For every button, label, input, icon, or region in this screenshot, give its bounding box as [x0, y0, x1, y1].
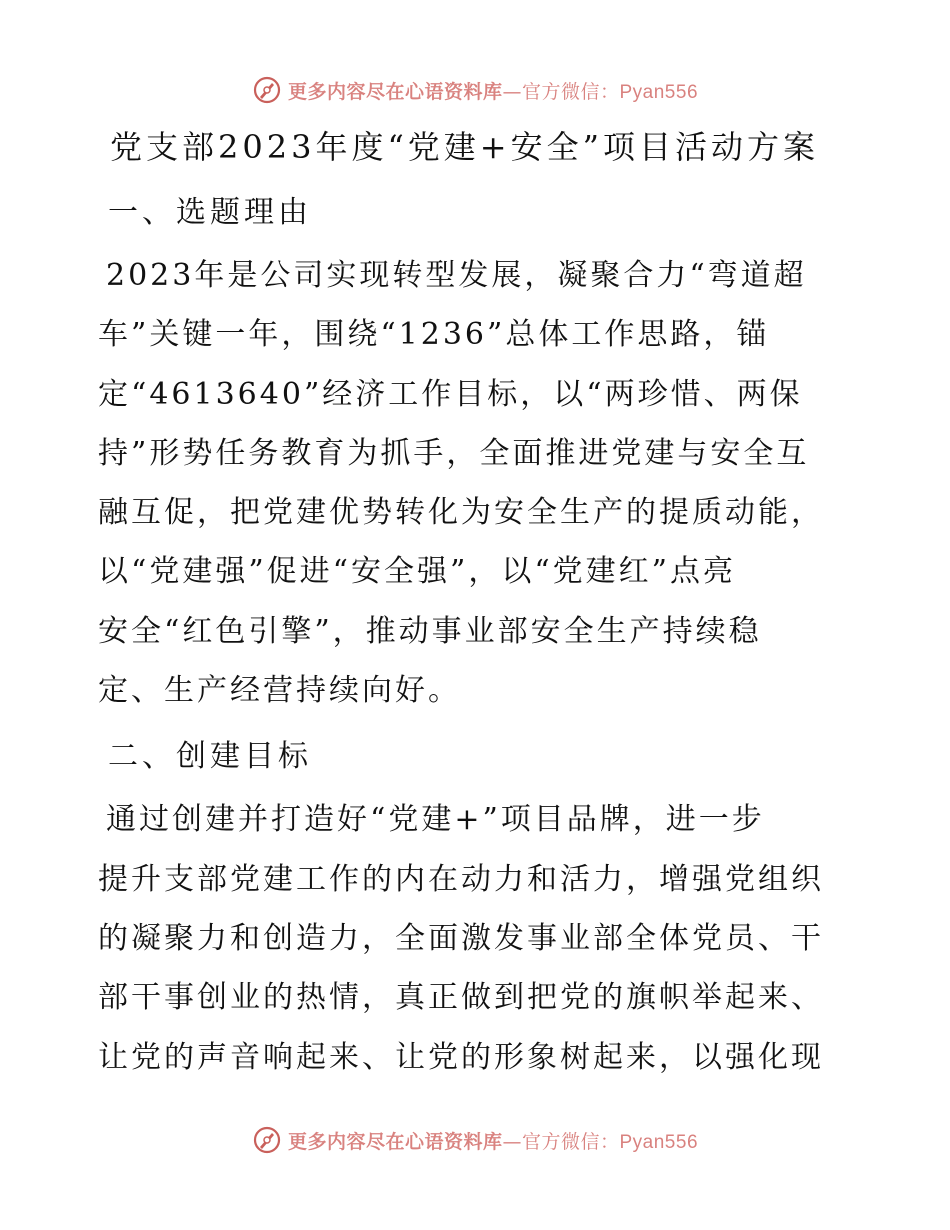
paragraph-line: 定、生产经营持续向好。	[98, 673, 461, 709]
paragraph-line: 安全“红色引擎”，推动事业部安全生产持续稳	[98, 613, 762, 649]
watermark-main: 更多内容尽在心语资料库	[287, 1130, 503, 1153]
section-heading-1: 一、选题理由	[108, 195, 312, 230]
paragraph-line: 定“4613640”经济工作目标，以“两珍惜、两保	[98, 376, 803, 412]
paragraph-line: 提升支部党建工作的内在动力和活力，增强党组织	[98, 861, 824, 897]
watermark-wechat-id: Pyan556	[619, 81, 699, 103]
paragraph-line: 部干事创业的热情，真正做到把党的旗帜举起来、	[98, 980, 824, 1016]
paragraph-line: 2023年是公司实现转型发展，凝聚合力“弯道超	[106, 258, 807, 293]
paragraph-line: 持”形势任务教育为抓手，全面推进党建与安全互	[98, 435, 810, 471]
section-paragraph-1	[98, 246, 858, 720]
paragraph-line: 车”关键一年，围绕“1236”总体工作思路，锚	[98, 317, 770, 353]
document-title: 党支部2023年度“党建+安全”项目活动方案	[110, 128, 819, 166]
quill-seal-icon	[252, 75, 282, 105]
watermark-main: 更多内容尽在心语资料库	[287, 80, 503, 103]
section-heading-2: 二、创建目标	[108, 739, 312, 775]
paragraph-line: 的凝聚力和创造力，全面激发事业部全体党员、干	[98, 920, 824, 956]
quill-seal-icon	[252, 1125, 282, 1155]
watermark-text	[288, 77, 698, 104]
paragraph-line: 通过创建并打造好“党建+”项目品牌，进一步	[106, 802, 765, 838]
paragraph-line: 融互促，把党建优势转化为安全生产的提质动能，	[98, 495, 824, 531]
paragraph-line: 让党的声音响起来、让党的形象树起来，以强化现	[98, 1039, 824, 1075]
watermark-footer	[0, 1120, 950, 1160]
watermark-text	[288, 1127, 698, 1154]
section-paragraph-2	[98, 790, 858, 1086]
document-body	[98, 118, 858, 1087]
watermark-separator: —官方微信：	[502, 80, 620, 103]
watermark-separator: —官方微信：	[502, 1130, 620, 1153]
watermark-header	[0, 70, 950, 110]
watermark-wechat-id: Pyan556	[619, 1131, 699, 1153]
paragraph-line: 以“党建强”促进“安全强”，以“党建红”点亮	[98, 554, 737, 590]
